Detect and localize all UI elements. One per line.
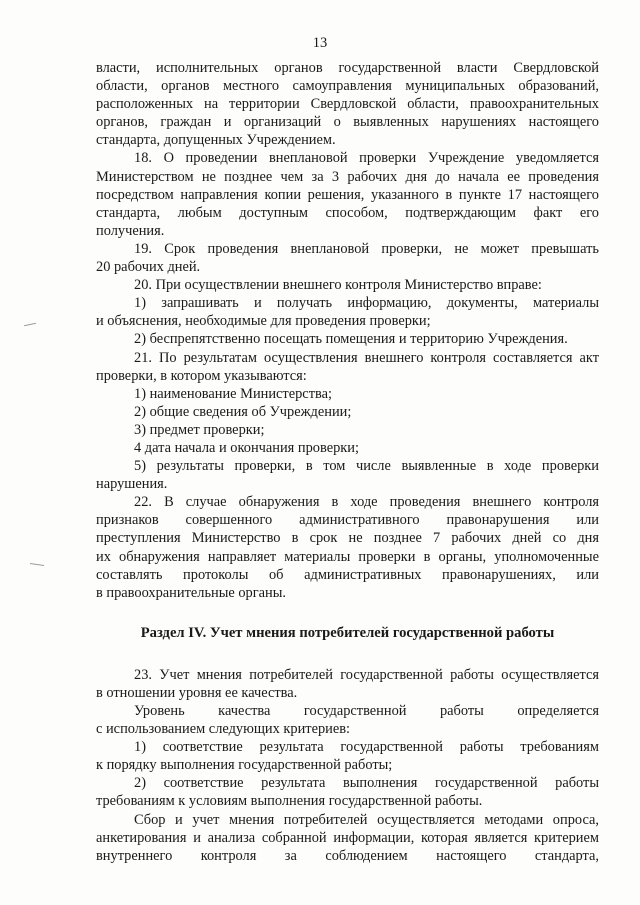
text-line: 3) предмет проверки;: [134, 421, 265, 438]
page-number: 13: [312, 35, 328, 51]
text-line: признаков совершенного административного правонарушения или: [96, 512, 599, 529]
text-line: области, органов местного самоуправления муниципальных образований,: [96, 78, 599, 95]
scan-mark: [30, 563, 44, 566]
section-heading: Раздел IV. Учет мнения потребителей государственной работы: [140, 624, 555, 641]
text-line: 2) общие сведения об Учреждении;: [134, 403, 352, 420]
text-line: получения.: [96, 222, 165, 239]
text-line: требованиям к условиям выполнения государственной работы.: [96, 793, 483, 810]
text-line: власти, исполнительных органов государственной власти Свердловской: [96, 60, 599, 76]
text-line: 20. При осуществлении внешнего контроля Министерство вправе:: [134, 277, 542, 294]
text-line: стандарта, допущенных Учреждением.: [96, 132, 336, 149]
text-line: 22. В случае обнаружения в ходе проведения внешнего контроля: [134, 494, 599, 511]
text-line: Уровень качества государственной работы определяется: [134, 703, 599, 719]
text-line: 21. По результатам осуществления внешнего контроля составляется акт: [134, 349, 599, 366]
text-line: 19. Срок проведения внеплановой проверки, не может превышать: [134, 240, 599, 257]
text-line: посредством направления копии решения, указанного в пункте 17 настоящего: [96, 186, 599, 203]
text-line: 18. О проведении внеплановой проверки Учреждение уведомляется: [134, 150, 599, 167]
text-line: 20 рабочих дней.: [96, 259, 201, 276]
text-line: 1) запрашивать и получать информацию, документы, материалы: [134, 295, 599, 312]
text-line: в отношении уровня ее качества.: [96, 684, 298, 701]
text-line: 23. Учет мнения потребителей государственной работы осуществляется: [134, 666, 599, 683]
text-line: 5) результаты проверки, в том числе выявленные в ходе проверки: [134, 458, 599, 475]
paragraphs-section-4: [96, 666, 599, 865]
text-line: 4 дата начала и окончания проверки;: [134, 439, 359, 456]
text-line: составлять протоколы об административных правонарушениях, или: [96, 566, 599, 583]
text-line: внутреннего контроля за соблюдением настоящего стандарта,: [96, 847, 599, 864]
text-line: и объяснения, необходимые для проведения проверки;: [96, 313, 431, 330]
document-body: [96, 59, 599, 865]
text-line: в правоохранительные органы.: [96, 584, 287, 601]
text-line: 1) соответствие результата государственной работы требованиям: [134, 739, 599, 756]
text-line: 2) соответствие результата выполнения государственной работы: [134, 775, 599, 792]
text-line: проверки, в котором указываются:: [96, 367, 307, 384]
text-line: 2) беспрепятственно посещать помещения и территорию Учреждения.: [134, 331, 568, 348]
text-line: преступления Министерство в срок не позднее 7 рабочих дней со дня: [96, 530, 599, 547]
text-line: анкетирования и анализа собранной информации, которая является критерием: [96, 829, 599, 846]
text-line: нарушения.: [96, 476, 168, 493]
text-line: Сбор и учет мнения потребителей осуществляется методами опроса,: [134, 811, 599, 828]
text-line: с использованием следующих критериев:: [96, 721, 351, 738]
text-line: органов, граждан и организаций о выявленных нарушениях настоящего: [96, 114, 599, 131]
text-line: их обнаружения направляет материалы проверки в органы, уполномоченные: [96, 548, 599, 565]
text-line: Министерством не позднее чем за 3 рабочих дня до начала ее проведения: [96, 168, 599, 185]
text-line: к порядку выполнения государственной работы;: [96, 757, 393, 774]
text-line: расположенных на территории Свердловской области, правоохранительных: [96, 96, 599, 113]
text-line: 1) наименование Министерства;: [134, 385, 332, 402]
paragraphs-section-3: [96, 59, 599, 602]
text-line: стандарта, любым доступным способом, подтверждающим факт его: [96, 204, 599, 221]
scan-mark: [24, 323, 36, 326]
